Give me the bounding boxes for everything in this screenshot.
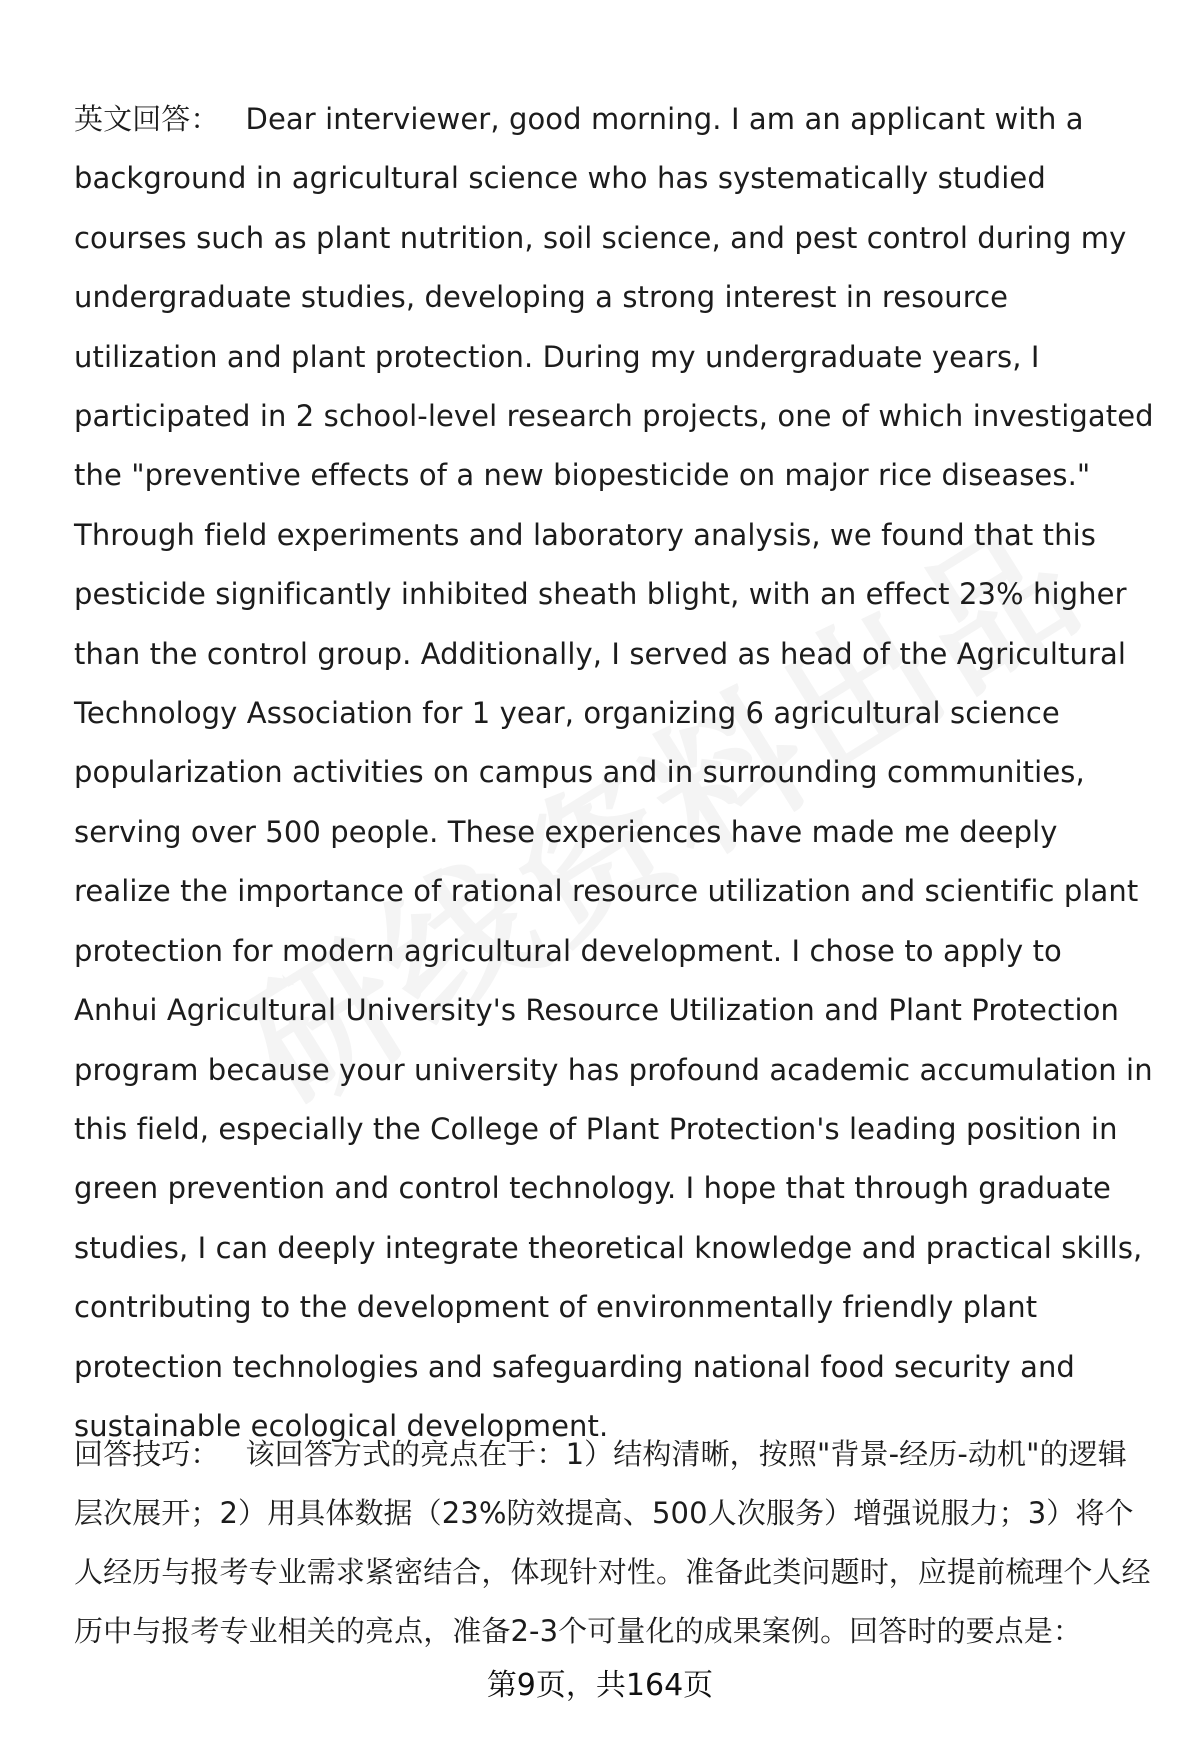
english-answer-paragraph [74,90,1154,1456]
page-number: 第9页，共164页 [486,1668,714,1703]
english-answer-label: 英文回答： [74,102,220,136]
answer-tips-paragraph [74,1425,1154,1661]
english-answer-text: Dear interviewer, good morning. I am an applicant with a background in agricultural science who has systematically studied courses such as plant nutrition, soil science, and pest control during my undergraduate studies, developing a strong interest in resource utilization and plant protection. During my undergraduate years, I participated in 2 school-level research projects, one of which investigated the "preventive effects of a new biopesticide on major rice diseases." Through field experiments and laboratory analysis, we found that this pesticide significantly inhibited sheath blight, with an effect 23% higher than the control group. Additionally, I served as head of the Agricultural Technology Association for 1 year, organizing 6 agricultural science popularization activities on campus and in surrounding communities, serving over 500 people. These experiences have made me deeply realize the importance of rational resource utilization and scientific plant protection for modern agricultural development. I chose to apply to Anhui Agricultural University's Resource Utilization and Plant Protection program because your university has profound academic accumulation in this field, especially the College of Plant Protection's leading position in green prevention and control technology. I hope that through graduate studies, I can deeply integrate theoretical knowledge and practical skills, contributing to the development of environmentally friendly plant protection technologies and safeguarding national food security and sustainable ecological development. [74,102,1154,1443]
answer-tips-text: 该回答方式的亮点在于：1）结构清晰，按照"背景-经历-动机"的逻辑层次展开；2）用具体数据（23%防效提高、500人次服务）增强说服力；3）将个人经历与报考专业需求紧密结合，体现针对性。准备此类问题时，应提前梳理个人经历中与报考专业相关的亮点，准备2-3个可量化的成果案例。回答时的要点是： [74,1437,1151,1648]
answer-tips-label: 回答技巧： [74,1437,220,1471]
